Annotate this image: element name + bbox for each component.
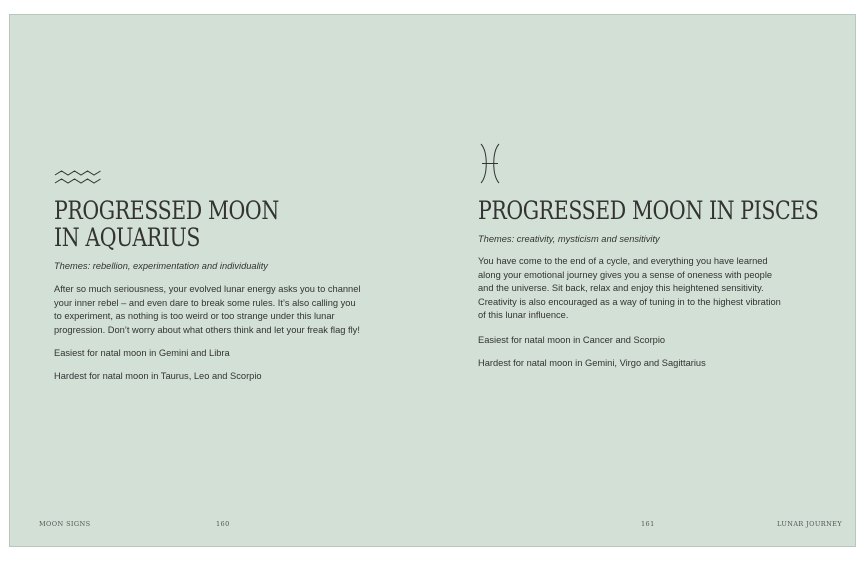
pisces-glyph-icon [478,143,502,184]
heading-line-1: PROGRESSED MOON [54,196,279,225]
body-line: your inner rebel – and even dare to break some rules. It’s also calling you [54,297,356,308]
hardest-aquarius: Hardest for natal moon in Taurus, Leo and Scorpio [54,371,262,381]
page-title-aquarius [54,197,279,251]
themes-pisces: Themes: creativity, mysticism and sensitivity [478,234,660,244]
body-line: After so much seriousness, your evolved lunar energy asks you to channel [54,284,361,294]
body-pisces [478,255,781,323]
body-line: Creativity is also encouraged as a way of tuning in to the highest vibration [478,296,781,307]
body-line: of this lunar influence. [478,310,569,321]
hardest-pisces: Hardest for natal moon in Gemini, Virgo and Sagittarius [478,358,706,368]
themes-aquarius: Themes: rebellion, experimentation and individuality [54,261,268,271]
body-line: and the universe. Sit back, relax and enjoy this heightened sensitivity. [478,283,764,294]
right-page [434,15,857,546]
body-line: You have come to the end of a cycle, and everything you have learned [478,256,768,266]
book-spread [9,14,856,547]
page-number-right: 161 [641,520,655,528]
left-page [10,15,434,546]
page-number-left: 160 [216,520,230,528]
heading-line-2: IN AQUARIUS [54,223,200,252]
aquarius-glyph-icon [54,170,102,185]
body-line: progression. Don’t worry about what others think and let your freak flag fly! [54,324,360,335]
easiest-pisces: Easiest for natal moon in Cancer and Scorpio [478,335,666,345]
running-footer-right: LUNAR JOURNEY [777,520,843,528]
page-title-pisces: PROGRESSED MOON IN PISCES [478,196,819,225]
body-line: along your emotional journey gives you a sense of oneness with people [478,269,773,280]
running-footer-left: MOON SIGNS [39,520,91,528]
easiest-aquarius: Easiest for natal moon in Gemini and Libra [54,348,230,358]
body-aquarius [54,283,360,337]
body-line: to experiment, as nothing is too weird or too strange under this lunar [54,311,335,322]
